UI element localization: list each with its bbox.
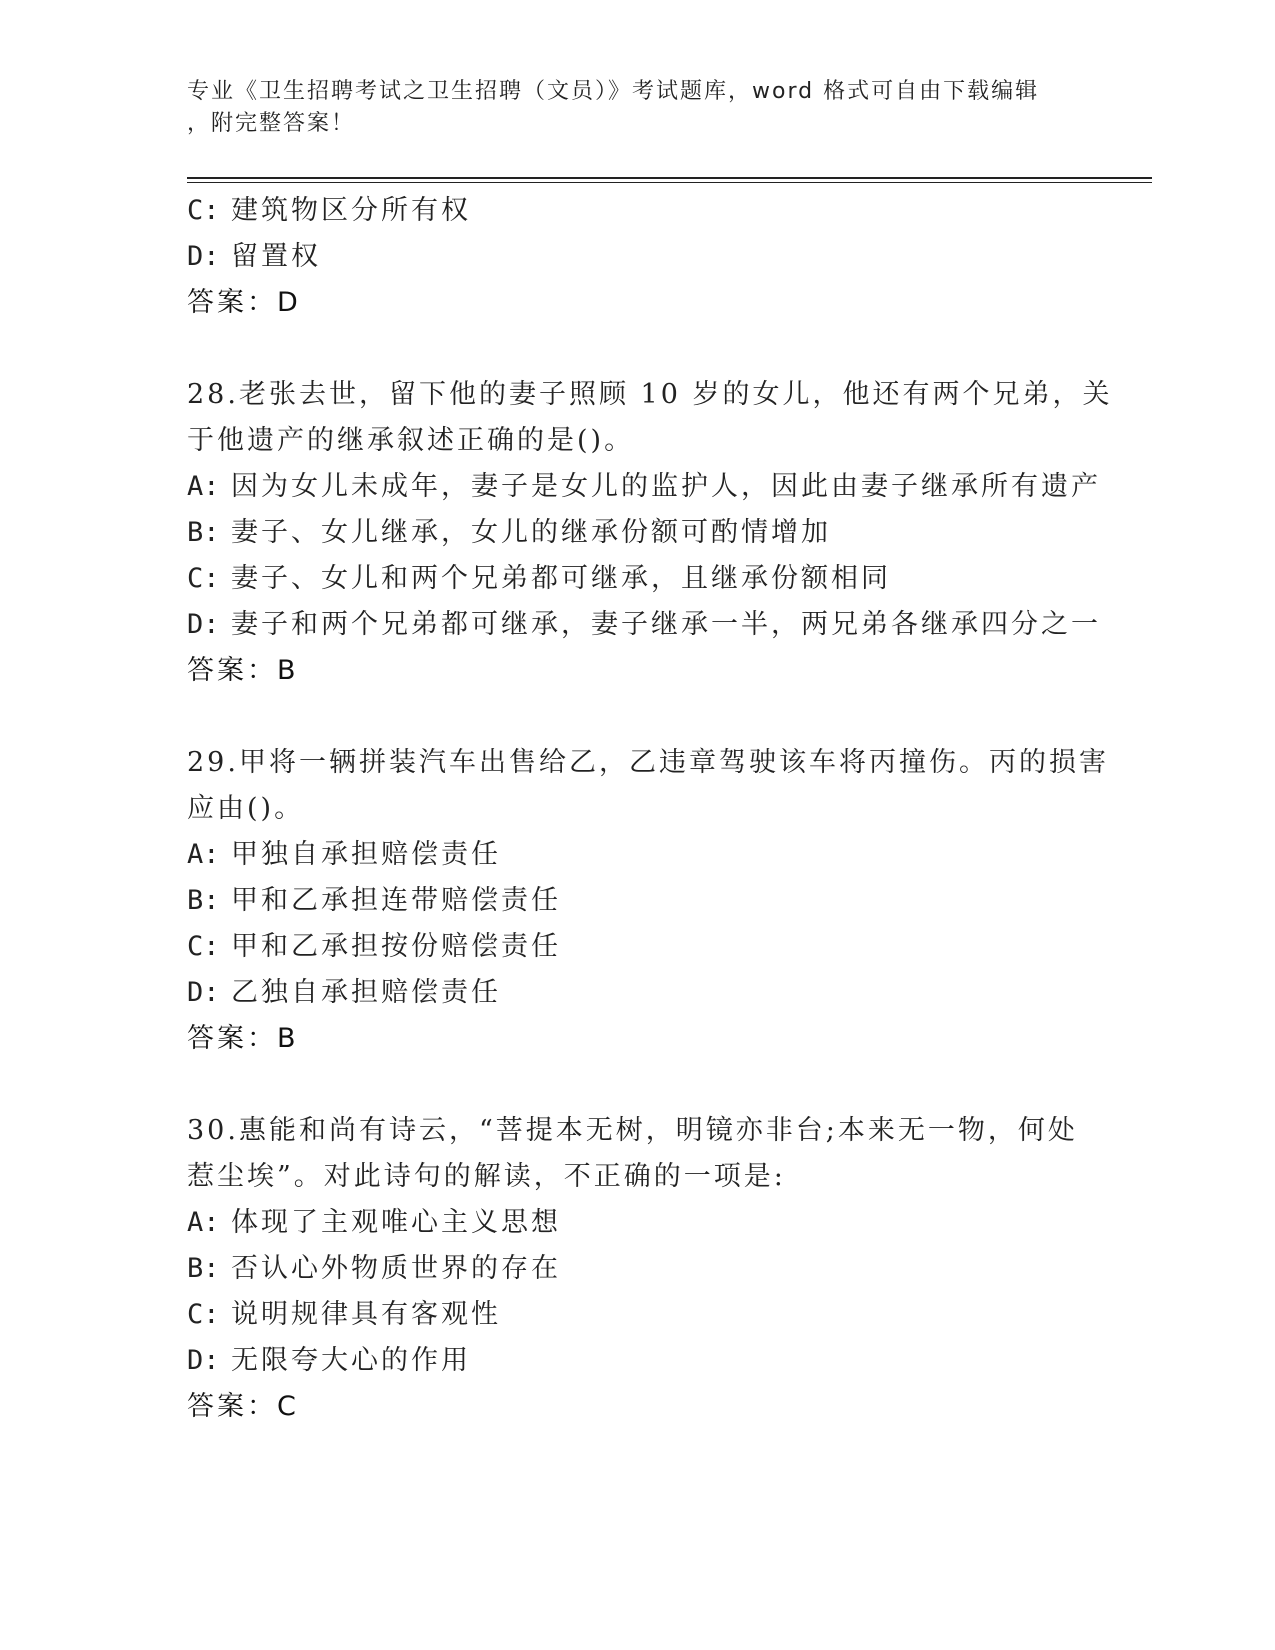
option-d — [187, 234, 1087, 280]
option-a — [187, 1200, 1087, 1246]
header-rule-thin — [187, 182, 1152, 183]
option-text: 无限夸大心的作用 — [231, 1345, 471, 1376]
option-c — [187, 1292, 1087, 1338]
option-text: 妻子、女儿和两个兄弟都可继承，且继承份额相同 — [231, 563, 891, 594]
spacer — [187, 694, 1087, 740]
option-d — [187, 602, 1101, 648]
header-line-2: ，附完整答案！ — [187, 111, 356, 136]
spacer — [187, 326, 1087, 372]
option-text: 留置权 — [231, 241, 321, 272]
option-b — [187, 878, 1087, 924]
question-29 — [187, 740, 1109, 1062]
option-text: 否认心外物质世界的存在 — [231, 1253, 561, 1284]
question-stem-line-1: 29.甲将一辆拼装汽车出售给乙，乙违章驾驶该车将丙撞伤。丙的损害 — [187, 747, 1109, 778]
option-text: 妻子和两个兄弟都可继承，妻子继承一半，两兄弟各继承四分之一 — [231, 609, 1101, 640]
option-text: 甲和乙承担按份赔偿责任 — [231, 931, 561, 962]
option-text: 乙独自承担赔偿责任 — [231, 977, 501, 1008]
option-letter: B: — [187, 1253, 220, 1284]
question-stem-line-2: 应由()。 — [187, 793, 305, 824]
option-c — [187, 556, 1087, 602]
option-letter: B: — [187, 885, 220, 916]
question-27-tail — [187, 188, 1087, 326]
option-text: 说明规律具有客观性 — [231, 1299, 501, 1330]
question-stem-line-2: 惹尘埃”。对此诗句的解读，不正确的一项是: — [187, 1161, 786, 1192]
question-stem-line-2: 于他遗产的继承叙述正确的是()。 — [187, 425, 635, 456]
answer-line: 答案：B — [187, 655, 299, 686]
answer-line: 答案：D — [187, 287, 301, 318]
option-text: 甲和乙承担连带赔偿责任 — [231, 885, 561, 916]
question-30 — [187, 1108, 1087, 1430]
option-text: 建筑物区分所有权 — [231, 195, 471, 226]
option-letter: A: — [187, 1207, 220, 1238]
option-letter: C: — [187, 931, 220, 962]
option-letter: A: — [187, 839, 220, 870]
option-letter: A: — [187, 471, 220, 502]
option-d — [187, 970, 1087, 1016]
spacer — [187, 1062, 1087, 1108]
question-list — [187, 188, 1113, 1430]
answer-line: 答案：B — [187, 1023, 299, 1054]
option-text: 因为女儿未成年，妻子是女儿的监护人，因此由妻子继承所有遗产 — [231, 471, 1101, 502]
option-b — [187, 1246, 1087, 1292]
answer-line: 答案：C — [187, 1391, 299, 1422]
option-letter: D: — [187, 1345, 220, 1376]
question-stem-line-1: 28.老张去世，留下他的妻子照顾 10 岁的女儿，他还有两个兄弟，关 — [187, 379, 1113, 410]
question-stem-line-1: 30.惠能和尚有诗云，“菩提本无树，明镜亦非台;本来无一物，何处 — [187, 1115, 1078, 1146]
option-letter: D: — [187, 241, 220, 272]
option-c — [187, 924, 1087, 970]
option-letter: D: — [187, 609, 220, 640]
option-letter: B: — [187, 517, 220, 548]
option-d — [187, 1338, 1087, 1384]
option-letter: C: — [187, 195, 220, 226]
option-a — [187, 832, 1087, 878]
question-28 — [187, 372, 1113, 694]
option-text: 体现了主观唯心主义思想 — [231, 1207, 561, 1238]
option-letter: C: — [187, 563, 220, 594]
option-c — [187, 188, 1087, 234]
page-header — [187, 76, 1067, 140]
header-line-1: 专业《卫生招聘考试之卫生招聘（文员）》考试题库，word 格式可自由下载编辑 — [187, 79, 1040, 104]
option-text: 妻子、女儿继承，女儿的继承份额可酌情增加 — [231, 517, 831, 548]
option-b — [187, 510, 1087, 556]
option-text: 甲独自承担赔偿责任 — [231, 839, 501, 870]
header-rule-thick — [187, 177, 1152, 179]
option-letter: D: — [187, 977, 220, 1008]
option-a — [187, 464, 1101, 510]
option-letter: C: — [187, 1299, 220, 1330]
